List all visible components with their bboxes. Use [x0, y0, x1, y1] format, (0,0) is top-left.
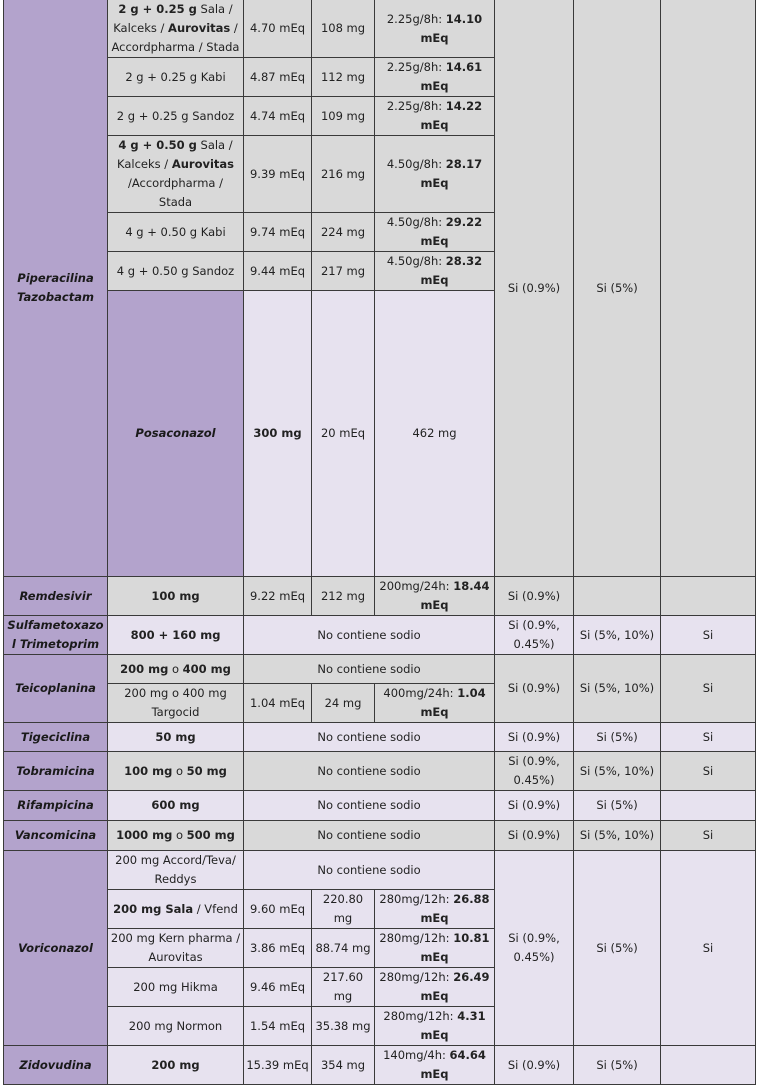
daily-value: 10.81 mEq — [420, 931, 490, 964]
drug-name-cell: Zidovudina — [4, 1046, 108, 1085]
table-row — [4, 577, 756, 616]
table-body — [4, 0, 756, 1085]
daily-text: 280mg/12h: — [383, 1009, 458, 1023]
daily-value: 26.88 mEq — [420, 892, 490, 925]
dose-text: o — [172, 828, 187, 842]
daily-dose-cell — [375, 1046, 495, 1085]
gluc-cell: Si (5%) — [574, 791, 661, 821]
no-sodium-cell: No contiene sodio — [244, 821, 495, 851]
dose-cell — [108, 752, 244, 791]
dose-text: 600 mg — [151, 798, 200, 812]
suero-cell: Si (0.9%) — [495, 723, 574, 752]
daily-dose-cell — [375, 97, 495, 136]
dose-cell — [108, 97, 244, 136]
dose-text: 4 g + 0.50 g Sandoz — [116, 263, 235, 278]
dose-cell — [108, 655, 244, 684]
dose-cell — [108, 0, 244, 58]
gluc-cell — [574, 577, 661, 616]
dose-cell — [108, 213, 244, 252]
drug-name-cell: Piperacilina Tazobactam — [4, 0, 108, 577]
no-sodium-cell: No contiene sodio — [244, 616, 495, 655]
dose-text: 2 g + 0.25 g — [118, 2, 197, 16]
mg-cell: 216 mg — [312, 136, 375, 213]
mg-cell: 112 mg — [312, 58, 375, 97]
daily-value: 28.32 mEq — [420, 254, 483, 287]
table-row — [4, 723, 756, 752]
daily-value: 18.44 mEq — [420, 579, 490, 612]
dose-text: 800 + 160 mg — [130, 627, 221, 642]
daily-text: 280mg/12h: — [379, 892, 454, 906]
dose-text: 2 g + 0.25 g Sandoz — [116, 108, 235, 123]
daily-dose-cell — [375, 136, 495, 213]
daily-text: 2.25g/8h: — [386, 99, 446, 113]
daily-value: 4.31 mEq — [420, 1009, 486, 1042]
daily-text: 400mg/24h: — [383, 686, 458, 700]
dose-text: 200 mg Hikma — [133, 979, 218, 994]
dose-text: o — [172, 763, 187, 778]
mg-cell: 212 mg — [312, 577, 375, 616]
dose-cell — [108, 929, 244, 968]
daily-dose-cell — [375, 890, 495, 929]
extra-cell — [661, 791, 756, 821]
dose-text: 4 g + 0.50 g Kabi — [125, 224, 226, 239]
extra-cell: Si — [661, 723, 756, 752]
drug-name-cell: Sulfametoxazol Trimetoprim — [4, 616, 108, 655]
daily-dose-cell — [375, 968, 495, 1007]
meq-cell: 4.74 mEq — [244, 97, 312, 136]
daily-dose-cell — [375, 684, 495, 723]
extra-cell: Si — [661, 821, 756, 851]
mg-cell: 24 mg — [312, 684, 375, 723]
dose-cell — [108, 968, 244, 1007]
gluc-cell: Si (5%) — [574, 0, 661, 577]
no-sodium-cell: No contiene sodio — [244, 851, 495, 890]
dose-cell — [108, 791, 244, 821]
mg-cell: 224 mg — [312, 213, 375, 252]
gluc-cell: Si (5%) — [574, 723, 661, 752]
extra-cell — [661, 577, 756, 616]
mg-cell: 35.38 mg — [312, 1007, 375, 1046]
daily-value: 14.61 mEq — [420, 60, 483, 93]
table-row — [4, 791, 756, 821]
dose-text: / Accordpharma / Stada — [111, 21, 240, 54]
dose-cell — [108, 1007, 244, 1046]
gluc-cell: Si (5%) — [574, 851, 661, 1046]
extra-cell: Si — [661, 616, 756, 655]
gluc-cell: Si (5%, 10%) — [574, 655, 661, 723]
daily-value: 29.22 mEq — [420, 215, 483, 248]
meq-cell: 1.54 mEq — [244, 1007, 312, 1046]
daily-value: 64.64 mEq — [420, 1048, 486, 1081]
meq-cell: 9.22 mEq — [244, 577, 312, 616]
daily-dose-cell — [375, 252, 495, 291]
no-sodium-cell: No contiene sodio — [244, 791, 495, 821]
gluc-cell: Si (5%, 10%) — [574, 616, 661, 655]
mg-cell: 88.74 mg — [312, 929, 375, 968]
dose-text: 4 g + 0.50 g — [118, 138, 197, 152]
dose-cell — [108, 252, 244, 291]
daily-value: 26.49 mEq — [420, 970, 490, 1003]
dose-text: 200 mg — [120, 661, 169, 676]
drug-name-cell: Teicoplanina — [4, 655, 108, 723]
dose-text: / Vfend — [193, 901, 238, 916]
daily-dose-cell — [375, 1007, 495, 1046]
suero-cell: Si (0.9%) — [495, 655, 574, 723]
daily-text: 140mg/4h: — [383, 1048, 450, 1062]
meq-cell: 9.46 mEq — [244, 968, 312, 1007]
table-row — [4, 655, 756, 684]
daily-dose-cell — [375, 0, 495, 58]
dose-text: /Accordpharma / Stada — [128, 176, 223, 209]
dose-cell — [108, 1046, 244, 1085]
dose-cell — [108, 616, 244, 655]
meq-cell: 9.74 mEq — [244, 213, 312, 252]
daily-text: 280mg/12h: — [379, 970, 454, 984]
dose-text: o — [168, 661, 183, 676]
mg-cell: 462 mg — [375, 291, 495, 577]
meq-cell: 4.87 mEq — [244, 58, 312, 97]
extra-cell — [661, 1046, 756, 1085]
dose-text: 50 mg — [186, 763, 227, 778]
dose-text: 1000 mg — [116, 828, 173, 842]
gluc-cell: Si (5%) — [574, 1046, 661, 1085]
daily-text: 4.50g/8h: — [386, 215, 446, 229]
suero-cell: Si (0.9%) — [495, 1046, 574, 1085]
dose-text: 2 g + 0.25 g Kabi — [125, 69, 226, 84]
mg-cell: 217.60 mg — [312, 968, 375, 1007]
extra-cell: Si — [661, 655, 756, 723]
suero-cell: Si (0.9%) — [495, 577, 574, 616]
dose-text: 50 mg — [155, 729, 196, 744]
daily-text: 4.50g/8h: — [386, 254, 446, 268]
dose-text: 200 mg o 400 mg Targocid — [124, 686, 227, 719]
daily-text: 2.25g/8h: — [386, 60, 446, 74]
mg-cell: 108 mg — [312, 0, 375, 58]
meq-cell: 9.39 mEq — [244, 136, 312, 213]
daily-value: 28.17 mEq — [420, 157, 483, 190]
gluc-cell: Si (5%, 10%) — [574, 752, 661, 791]
drug-name-cell: Voriconazol — [4, 851, 108, 1046]
daily-text: 280mg/12h: — [379, 931, 454, 945]
table-row — [4, 821, 756, 851]
no-sodium-cell: No contiene sodio — [244, 723, 495, 752]
mg-cell: 220.80 mg — [312, 890, 375, 929]
suero-cell: Si (0.9%) — [495, 821, 574, 851]
drug-name-cell: Tobramicina — [4, 752, 108, 791]
suero-cell: Si (0.9%) — [495, 791, 574, 821]
suero-cell: Si (0.9%, 0.45%) — [495, 851, 574, 1046]
gluc-cell: Si (5%, 10%) — [574, 821, 661, 851]
meq-cell: 20 mEq — [312, 291, 375, 577]
dose-cell — [108, 890, 244, 929]
table-row — [4, 851, 756, 890]
daily-value: 1.04 mEq — [420, 686, 486, 719]
dose-cell — [108, 577, 244, 616]
daily-dose-cell — [375, 577, 495, 616]
dose-text: Aurovitas — [168, 21, 231, 35]
dose-text: Sala / Kalceks / — [113, 2, 233, 35]
dose-text: 200 mg Normon — [128, 1018, 223, 1033]
dose-text: 200 mg Kern pharma / Aurovitas — [110, 931, 241, 964]
suero-cell: Si (0.9%) — [495, 0, 574, 577]
meq-cell: 1.04 mEq — [244, 684, 312, 723]
meq-cell: 15.39 mEq — [244, 1046, 312, 1085]
daily-value: 14.22 mEq — [420, 99, 483, 132]
daily-dose-cell — [375, 929, 495, 968]
dose-cell — [108, 723, 244, 752]
table-row — [4, 1046, 756, 1085]
no-sodium-cell: No contiene sodio — [244, 752, 495, 791]
daily-text: 2.25g/8h: — [386, 11, 446, 26]
dose-cell — [108, 851, 244, 890]
dose-cell — [108, 684, 244, 723]
dose-text: 100 mg — [151, 588, 200, 603]
meq-cell: 9.44 mEq — [244, 252, 312, 291]
sodium-content-table — [3, 0, 756, 1085]
mg-cell: 217 mg — [312, 252, 375, 291]
table-row — [4, 752, 756, 791]
extra-cell — [661, 0, 756, 577]
no-sodium-cell: No contiene sodio — [244, 655, 495, 684]
table-row — [4, 0, 756, 58]
dose-text: 200 mg Accord/Teva/ Reddys — [115, 853, 236, 886]
meq-cell: 4.70 mEq — [244, 0, 312, 58]
mg-cell: 354 mg — [312, 1046, 375, 1085]
daily-dose-cell — [375, 58, 495, 97]
daily-dose-cell — [375, 213, 495, 252]
drug-name-cell: Tigeciclina — [4, 723, 108, 752]
drug-name-cell: Remdesivir — [4, 577, 108, 616]
extra-cell: Si — [661, 752, 756, 791]
table-row — [4, 616, 756, 655]
daily-text: 200mg/24h: — [379, 579, 454, 593]
dose-text: 200 mg Sala — [113, 901, 194, 916]
daily-value: 14.10 mEq — [420, 11, 483, 45]
dose-cell — [244, 291, 312, 577]
dose-text: 500 mg — [186, 828, 235, 842]
drug-name-cell: Vancomicina — [4, 821, 108, 851]
dose-text: 300 mg — [253, 426, 302, 440]
dose-text: Aurovitas — [171, 157, 235, 171]
drug-name-cell: Rifampicina — [4, 791, 108, 821]
dose-text: 100 mg — [124, 763, 173, 778]
suero-cell: Si (0.9%, 0.45%) — [495, 616, 574, 655]
meq-cell: 9.60 mEq — [244, 890, 312, 929]
dose-text: 200 mg — [151, 1057, 200, 1072]
drug-name-cell: Posaconazol — [108, 291, 244, 577]
dose-text: Sala / Kalceks / — [116, 138, 233, 171]
suero-cell: Si (0.9%, 0.45%) — [495, 752, 574, 791]
dose-text: 400 mg — [182, 661, 231, 676]
daily-text: 4.50g/8h: — [386, 157, 446, 171]
meq-cell: 3.86 mEq — [244, 929, 312, 968]
extra-cell: Si — [661, 851, 756, 1046]
dose-cell — [108, 821, 244, 851]
mg-cell: 109 mg — [312, 97, 375, 136]
dose-cell — [108, 136, 244, 213]
dose-cell — [108, 58, 244, 97]
